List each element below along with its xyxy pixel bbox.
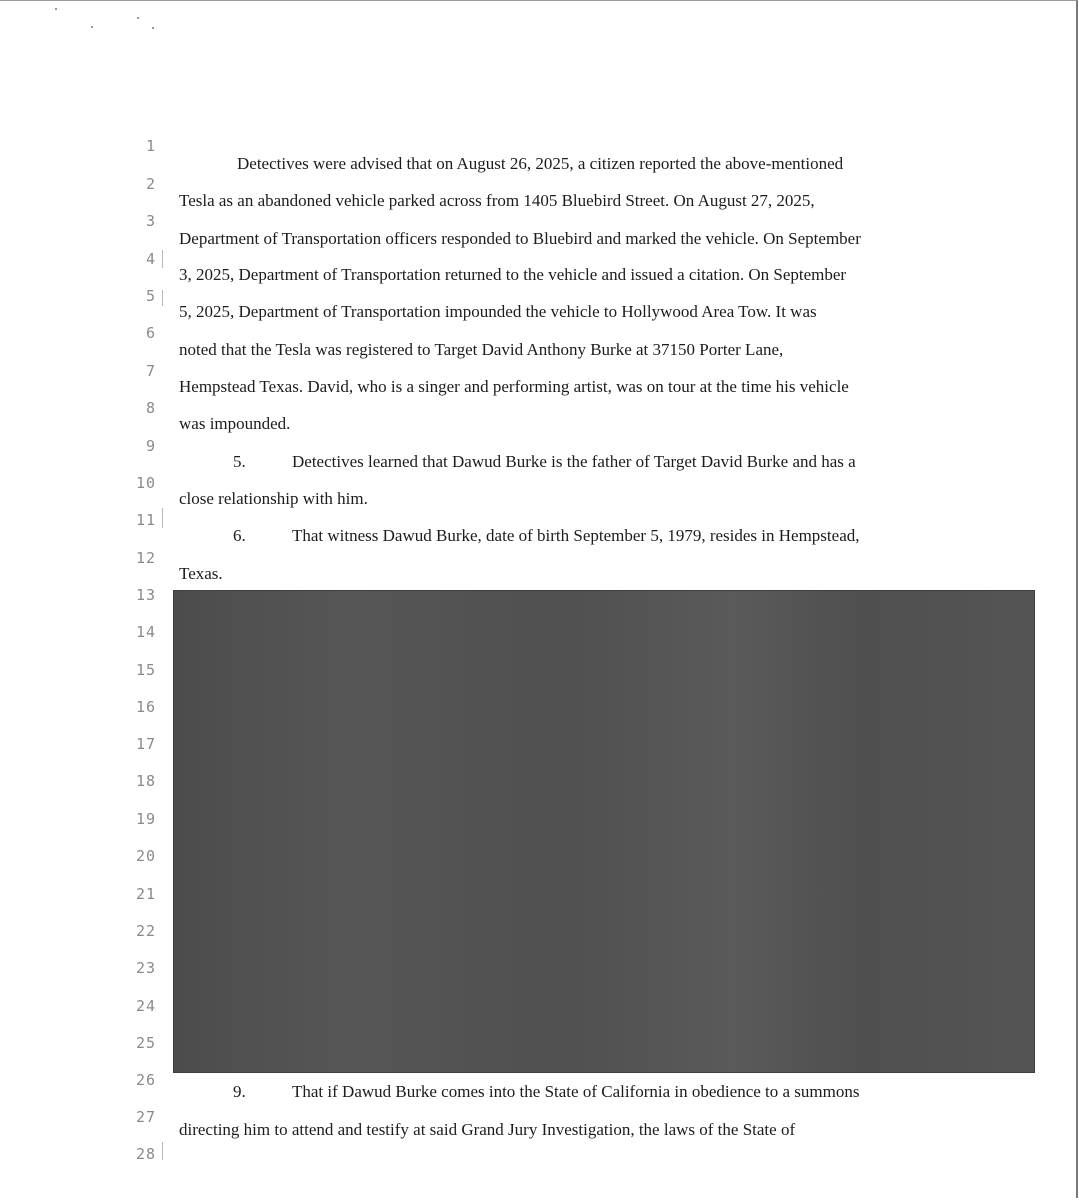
paragraph-number: 6.	[233, 526, 246, 545]
line-number: 6	[145, 324, 156, 342]
line-number: 18	[135, 772, 156, 790]
text-line: That witness Dawud Burke, date of birth September 5, 1979, resides in Hempstead,	[292, 526, 860, 545]
paragraph-number: 5.	[233, 452, 246, 471]
line-number: 24	[135, 997, 156, 1015]
line-number: 22	[135, 922, 156, 940]
line-number: 15	[135, 661, 156, 679]
line-number: 19	[135, 810, 156, 828]
text-line: close relationship with him.	[179, 489, 368, 508]
line-number: 9	[145, 437, 156, 455]
line-number: 26	[135, 1071, 156, 1089]
gutter-mark	[162, 250, 163, 268]
gutter-mark	[162, 290, 163, 306]
line-number: 12	[135, 549, 156, 567]
line-number: 10	[135, 474, 156, 492]
line-number: 16	[135, 698, 156, 716]
scan-speck	[137, 17, 139, 19]
line-number: 25	[135, 1034, 156, 1052]
scan-speck	[55, 8, 57, 10]
line-number: 8	[145, 399, 156, 417]
line-number: 27	[135, 1108, 156, 1126]
text-line: Detectives were advised that on August 26, 2025, a citizen reported the above-mentioned	[237, 154, 844, 173]
line-number: 20	[135, 847, 156, 865]
text-line: Tesla as an abandoned vehicle parked across from 1405 Bluebird Street. On August 27, 2025,	[179, 191, 815, 210]
paragraph-number: 9.	[233, 1082, 246, 1101]
text-line: Department of Transportation officers responded to Bluebird and marked the vehicle. On September	[179, 229, 861, 248]
line-number: 13	[135, 586, 156, 604]
line-number: 5	[145, 287, 156, 305]
line-number: 3	[145, 212, 156, 230]
text-line: Texas.	[179, 564, 223, 583]
line-number: 4	[145, 250, 156, 268]
line-number: 2	[145, 175, 156, 193]
line-number: 7	[145, 362, 156, 380]
line-number: 11	[135, 511, 156, 529]
text-line: That if Dawud Burke comes into the State of California in obedience to a summons	[292, 1082, 860, 1101]
text-line: 3, 2025, Department of Transportation returned to the vehicle and issued a citation. On September	[179, 265, 847, 284]
line-number: 17	[135, 735, 156, 753]
text-line: noted that the Tesla was registered to Target David Anthony Burke at 37150 Porter Lane,	[179, 340, 784, 359]
line-number: 21	[135, 885, 156, 903]
text-line: was impounded.	[179, 414, 291, 433]
text-line: Detectives learned that Dawud Burke is the father of Target David Burke and has a	[292, 452, 856, 471]
line-number: 1	[145, 137, 156, 155]
text-line: directing him to attend and testify at said Grand Jury Investigation, the laws of the State of	[179, 1120, 796, 1139]
line-number: 28	[135, 1145, 156, 1163]
text-line: Hempstead Texas. David, who is a singer and performing artist, was on tour at the time his vehicle	[179, 377, 849, 396]
line-number: 23	[135, 959, 156, 977]
redaction-block	[173, 590, 1035, 1073]
scan-speck	[152, 27, 154, 29]
scan-speck	[91, 26, 93, 28]
gutter-mark	[162, 508, 163, 528]
line-number: 14	[135, 623, 156, 641]
text-line: 5, 2025, Department of Transportation impounded the vehicle to Hollywood Area Tow. It was	[179, 302, 817, 321]
gutter-mark	[162, 1142, 163, 1160]
